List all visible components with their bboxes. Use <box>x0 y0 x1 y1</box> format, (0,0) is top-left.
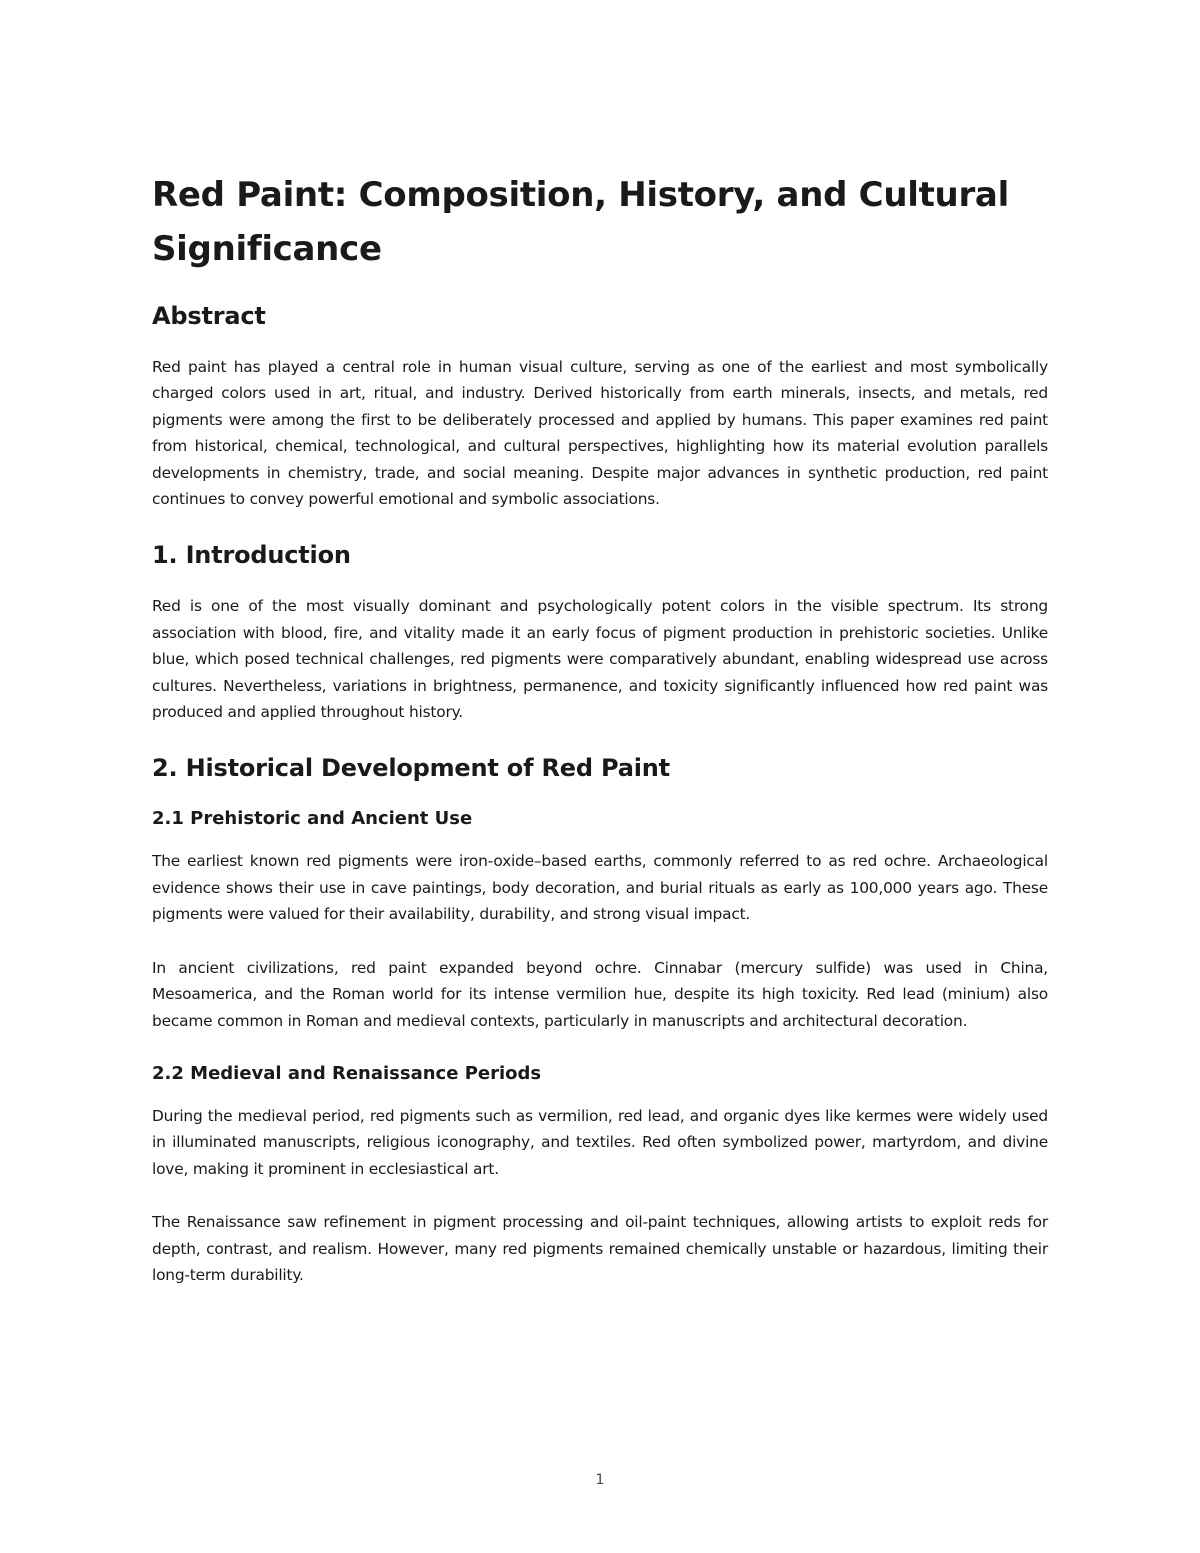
medieval-paragraph-2: The Renaissance saw refinement in pigment processing and oil-paint techniques, allowing artists to exploit reds for depth, contrast, and realism. However, many red pigments remained chemically unstable or hazardous, limiting their long-term durability. <box>152 1213 1048 1284</box>
document-title: Red Paint: Composition, History, and Cultural Significance <box>152 175 1009 269</box>
prehistoric-paragraph-2: In ancient civilizations, red paint expanded beyond ochre. Cinnabar (mercury sulfide) was used in China, Mesoamerica, and the Roman world for its intense vermilion hue, despite its high toxicity. Red lead (minium) also became common in Roman and medieval contexts, particularly in manuscripts and architectural decoration. <box>152 958 1048 1030</box>
document-page <box>152 168 1048 1315</box>
introduction-heading: 1. Introduction <box>152 541 351 570</box>
medieval-paragraph-1: During the medieval period, red pigments such as vermilion, red lead, and organic dyes like kermes were widely used in illuminated manuscripts, religious iconography, and textiles. Red often symbolized power, martyrdom, and divine love, making it prominent in ecclesiastical art. <box>152 1106 1048 1178</box>
page-number: 1 <box>595 1472 605 1488</box>
abstract-paragraph: Red paint has played a central role in human visual culture, serving as one of the earliest and most symbolically charged colors used in art, ritual, and industry. Derived historically from earth minerals, insects, and metals, red pigments were among the first to be deliberately processed and applied by humans. This paper examines red paint from historical, chemical, technological, and cultural perspectives, highlighting how its material evolution parallels developments in chemistry, trade, and social meaning. Despite major advances in synthetic production, red paint continues to convey powerful emotional and symbolic associations. <box>152 358 1048 509</box>
introduction-paragraph: Red is one of the most visually dominant and psychologically potent colors in the visible spectrum. Its strong association with blood, fire, and vitality made it an early focus of pigment production in prehistoric societies. Unlike blue, which posed technical challenges, red pigments were comparatively abundant, enabling widespread use across cultures. Nevertheless, variations in brightness, permanence, and toxicity significantly influenced how red paint was produced and applied throughout history. <box>152 597 1048 722</box>
abstract-heading: Abstract <box>152 302 266 330</box>
history-heading: 2. Historical Development of Red Paint <box>152 754 670 783</box>
medieval-heading: 2.2 Medieval and Renaissance Periods <box>152 1062 542 1084</box>
prehistoric-paragraph-1: The earliest known red pigments were iron-oxide–based earths, commonly referred to as red ochre. Archaeological evidence shows their use in cave paintings, body decoration, and burial rituals as early as 100,000 years ago. These pigments were valued for their availability, durability, and strong visual impact. <box>152 852 1048 924</box>
prehistoric-heading: 2.1 Prehistoric and Ancient Use <box>152 808 473 830</box>
